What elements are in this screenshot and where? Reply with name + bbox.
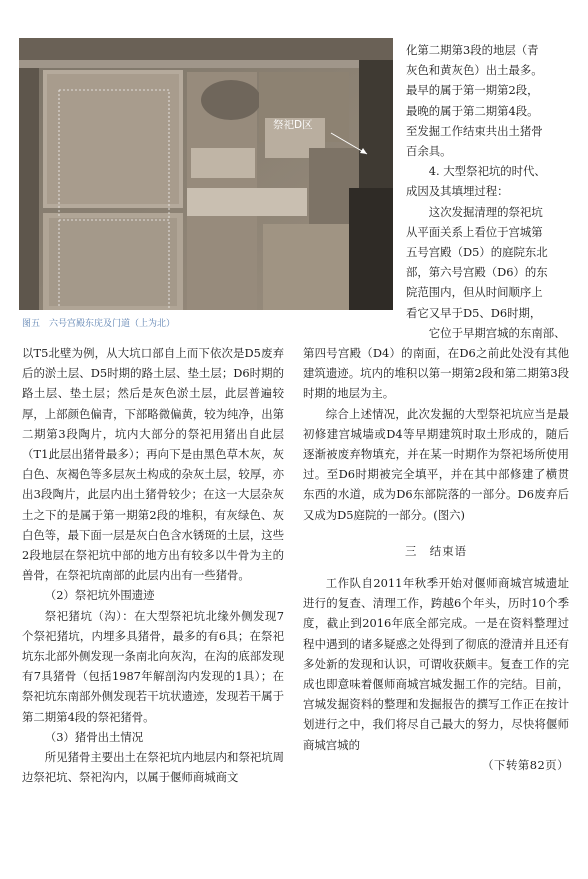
paragraph: 工作队自2011年秋季开始对偃师商城宫城遗址进行的复查、清理工作，跨越6个年头，历时10个季度，截止到2016年底全部完成。一是在资料整理过程中遇到的诸多疑惑之处得到了彻底的澄清并且还有多处新的发现和认识，可谓收获颇丰。复查工作的完成也即意味着偃师商城宫城发掘工作的完结。目前，宫城发掘资料的整理和发掘报告的撰写工作正在按计划进行之中，我们将尽自己最大的努力，尽快将偃师商城宫城的 [303,576,569,752]
text-line: 灰色和黄灰色）出土最多。 [406,63,543,78]
text-line: 最晚的属于第二期第4段。 [406,103,539,118]
paragraph: 所见猪骨主要出土在祭祀坑内地层内和祭祀坑周边祭祀坑、祭祀沟内，以属于偃师商城商文 [22,750,285,785]
text-line: 至发掘工作结束共出土猪骨 [406,123,543,138]
text-line: 成因及其填埋过程： [406,184,509,199]
paragraph: 第四号宫殿（D4）的南面，在D6之前此处没有其他建筑遗迹。坑内的堆积以第一期第2段和第二期第3段时期的地层为主。 [303,346,569,401]
section-heading: 三 结束语 [405,543,467,558]
text-line: 4. 大型祭祀坑的时代、 [428,164,546,179]
text-line: 部，第六号宫殿（D6）的东 [406,265,548,280]
figure-label: 祭祀D区 [273,119,313,131]
right-column-lower [303,343,569,775]
text-line: 看它又早于D5、D6时期， [406,305,542,320]
text-line: 最早的属于第一期第2段， [406,83,539,98]
text-line: 院范围内，但从时间顺序上 [406,285,543,300]
text-line: 这次发掘清理的祭祀坑 [428,204,543,219]
text-line: 从平面关系上看位于宫城第 [406,224,543,239]
paragraph: 祭祀猪坑（沟）：在大型祭祀坑北缘外侧发现7个祭祀猪坑，内埋多具猪骨，最多的有6具；在祭祀坑东北部外侧发现一条南北向灰沟，在沟的底部发现有7具猪骨（包括1987年解剖沟内发现的1具）；在祭祀坑东南部外侧发现若干坑状遗迹，发现若干属于第二期第4段的祭祀猪骨。 [22,608,284,724]
paragraph: 以T5北壁为例，从大坑口部自上而下依次是D5废弃后的淤土层、D5时期的路土层、垫土层；D6时期的路土层、垫土层；然后是灰色淤土层，此层普遍较厚，上部颜色偏青，下部略微偏黄，较为纯净，出第二期第3段陶片，坑内大部分的祭祀用猪出自此层（T1此层出猪骨最多）；再向下是由黑色草木灰，灰白色、灰褐色等多层灰土构成的杂灰土层，较厚，亦出3段陶片，此层内出土猪骨较少；在这一大层杂灰土之下的是属于第一期第2段的堆积，有灰绿色、灰白色等，最下面一层是灰白色含水锈斑的土层，这些2段地层在祭祀坑中部的地方出有较多以牛骨为主的兽骨，在祭祀坑南部的此层内出有一些猪骨。 [22,346,284,583]
text-line: 五号宫殿（D5）的庭院东北 [406,245,548,260]
continued-note: （下转第82页） [482,757,569,772]
figure-caption: 图五 六号宫殿东庑及门道（上为北） [22,319,176,329]
paragraph: 综合上述情况，此次发掘的大型祭祀坑应当是最初修建宫城墙或D4等早期建筑时取土形成的，随后逐渐被废弃物填充，并在某一时期作为祭祀场所使用过。至D6时期被完全填平，并在其中部修建了横贯东西的水道，成为D6东部院落的一部分。D6废弃后又成为D5庭院的一部分。(图六) [303,406,569,522]
subsection-title: （3）猪骨出土情况 [44,729,144,744]
left-column [22,343,284,787]
excavation-photo [19,38,393,310]
subsection-title: （2）祭祀坑外围遗迹 [44,588,155,603]
text-line: 化第二期第3段的地层（青 [406,43,539,57]
right-column-top [406,40,571,343]
text-line: 它位于早期宫城的东南部、 [428,325,566,340]
text-line: 百余具。 [406,144,452,159]
excavation-photo-drawing [19,38,393,310]
